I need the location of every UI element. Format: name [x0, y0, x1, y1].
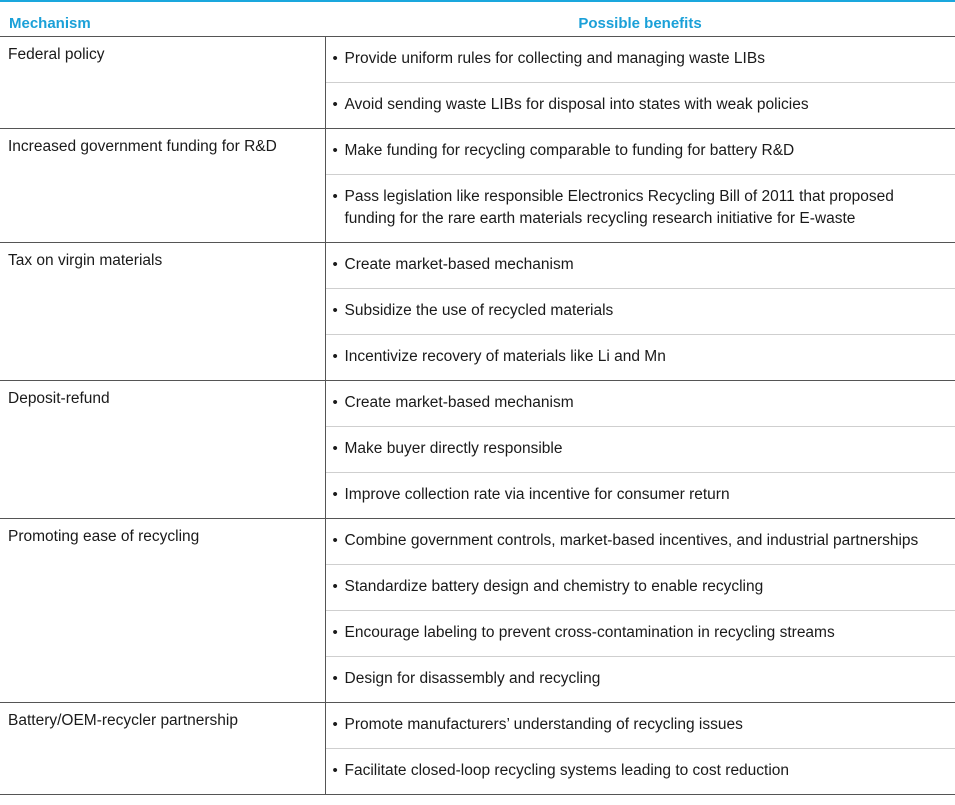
benefit-cell [325, 128, 955, 174]
benefit-text: Create market-based mechanism [344, 394, 574, 411]
bullet-icon: • [332, 188, 338, 205]
benefit-cell [325, 174, 955, 242]
bullet-icon: • [332, 96, 338, 113]
benefit-text: Incentivize recovery of materials like Li and Mn [344, 348, 666, 365]
benefit-cell [325, 564, 955, 610]
bullet-icon: • [332, 578, 338, 595]
benefit-text: Improve collection rate via incentive for consumer return [344, 486, 730, 503]
benefit-item [333, 530, 950, 552]
benefit-text: Provide uniform rules for collecting and managing waste LIBs [344, 50, 765, 67]
benefit-text: Make buyer directly responsible [344, 440, 563, 457]
benefit-item [333, 300, 950, 322]
bullet-icon: • [332, 302, 338, 319]
mechanism-cell: Promoting ease of recycling [0, 518, 325, 702]
benefit-item [333, 438, 950, 460]
benefit-cell [325, 656, 955, 702]
benefit-item [333, 714, 950, 736]
benefit-text: Create market-based mechanism [344, 256, 574, 273]
benefit-text: Standardize battery design and chemistry to enable recycling [344, 578, 764, 595]
benefit-cell [325, 472, 955, 518]
benefit-cell [325, 518, 955, 564]
bullet-icon: • [332, 256, 338, 273]
bullet-icon: • [332, 532, 338, 549]
benefit-item [333, 186, 950, 230]
bullet-icon: • [332, 762, 338, 779]
benefit-text: Pass legislation like responsible Electronics Recycling Bill of 2011 that proposed funding for the rare earth materials recycling research initiative for E-waste [344, 188, 894, 227]
table-row [0, 36, 955, 82]
benefit-item [333, 254, 950, 276]
mechanism-cell: Increased government funding for R&D [0, 128, 325, 242]
bullet-icon: • [332, 142, 338, 159]
table-row [0, 518, 955, 564]
mechanism-cell: Deposit-refund [0, 380, 325, 518]
benefit-text: Combine government controls, market-based incentives, and industrial partnerships [344, 532, 919, 549]
benefit-text: Promote manufacturers’ understanding of recycling issues [344, 716, 743, 733]
mechanism-cell: Tax on virgin materials [0, 242, 325, 380]
benefit-cell [325, 36, 955, 82]
header-mechanism: Mechanism [0, 1, 325, 36]
benefit-item [333, 392, 950, 414]
bullet-icon: • [332, 440, 338, 457]
bullet-icon: • [332, 394, 338, 411]
bullet-icon: • [332, 486, 338, 503]
benefit-item [333, 622, 950, 644]
benefit-cell [325, 610, 955, 656]
benefit-item [333, 140, 950, 162]
benefit-text: Subsidize the use of recycled materials [344, 302, 614, 319]
bullet-icon: • [332, 50, 338, 67]
benefit-text: Encourage labeling to prevent cross-contamination in recycling streams [344, 624, 835, 641]
benefit-item [333, 94, 950, 116]
benefit-item [333, 346, 950, 368]
benefit-cell [325, 82, 955, 128]
mechanism-cell: Federal policy [0, 36, 325, 128]
benefit-item [333, 484, 950, 506]
table-row [0, 380, 955, 426]
bullet-icon: • [332, 624, 338, 641]
benefit-cell [325, 380, 955, 426]
benefit-cell [325, 426, 955, 472]
benefit-item [333, 576, 950, 598]
table-row [0, 242, 955, 288]
benefit-cell [325, 748, 955, 794]
benefit-item [333, 48, 950, 70]
benefit-text: Avoid sending waste LIBs for disposal into states with weak policies [344, 96, 809, 113]
bullet-icon: • [332, 716, 338, 733]
table-row [0, 702, 955, 748]
header-possible-benefits: Possible benefits [325, 1, 955, 36]
header-row [0, 1, 955, 36]
benefit-item [333, 760, 950, 782]
bullet-icon: • [332, 670, 338, 687]
table-body [0, 36, 955, 794]
table-row [0, 128, 955, 174]
benefit-cell [325, 288, 955, 334]
mechanism-cell: Battery/OEM-recycler partnership [0, 702, 325, 794]
benefit-text: Facilitate closed-loop recycling systems leading to cost reduction [344, 762, 790, 779]
bullet-icon: • [332, 348, 338, 365]
benefit-item [333, 668, 950, 690]
benefit-cell [325, 334, 955, 380]
benefit-cell [325, 702, 955, 748]
benefit-text: Design for disassembly and recycling [344, 670, 601, 687]
benefit-cell [325, 242, 955, 288]
benefit-text: Make funding for recycling comparable to funding for battery R&D [344, 142, 795, 159]
table-header [0, 1, 955, 36]
